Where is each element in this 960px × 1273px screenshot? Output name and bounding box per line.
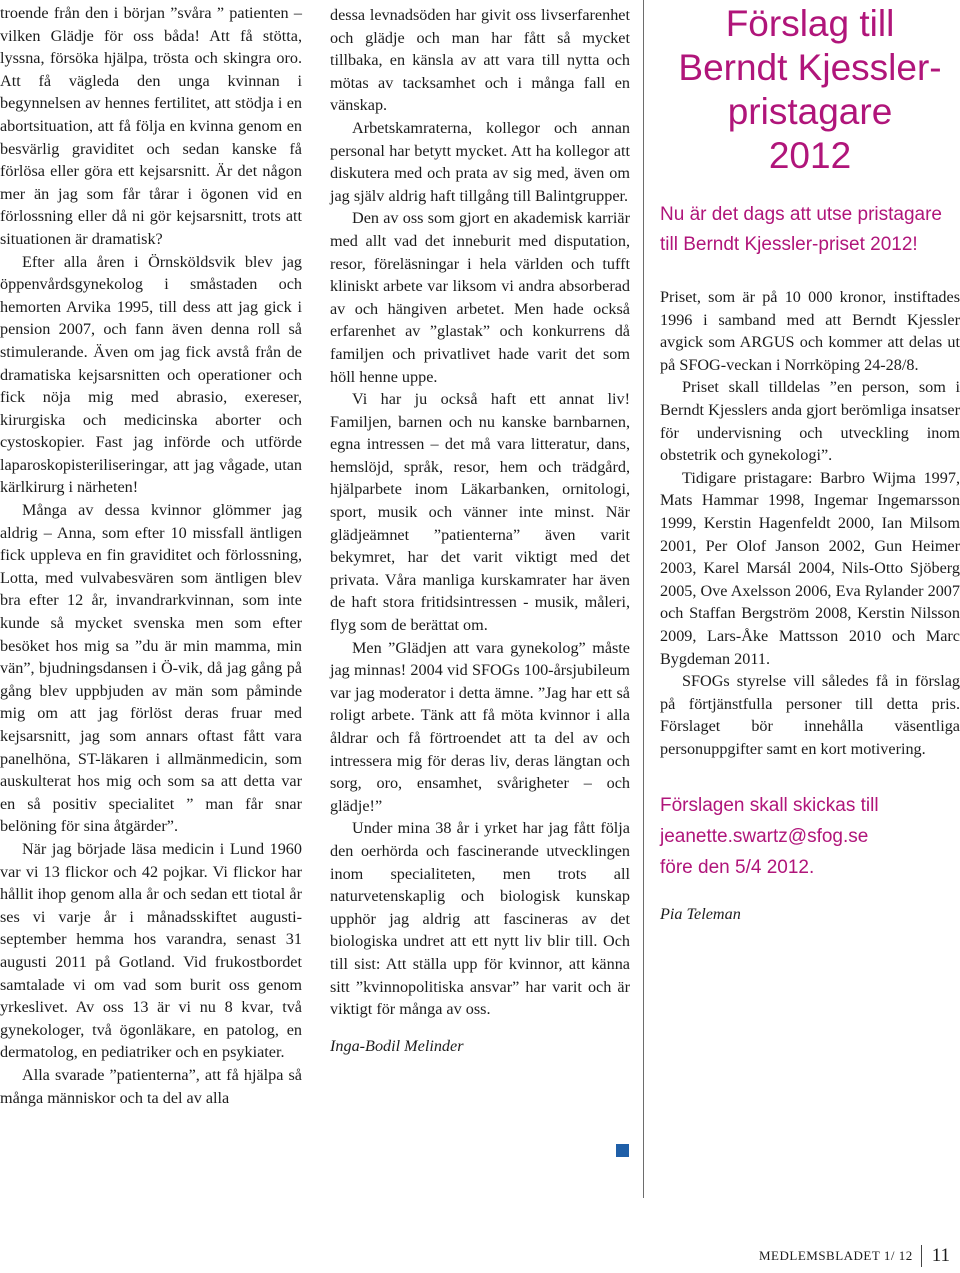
paragraph: Under mina 38 år i yrket har jag fått följa den oerhörda och fascinerande utvecklingen inom specialiteten, men trots all naturvetenskaplig och biologisk kunskap upphör jag aldrig att fascineras av det biologiska undret att ett nytt liv blir till. Och till sist: Att ställa upp för kvinnor, att känna sitt ”kvinnopolitiska ansvar” har varit och är viktigt för många av oss. [330,819,630,1019]
article-body [330,0,630,1021]
paragraph: Priset, som är på 10 000 kronor, instiftades 1996 i samband med att Berndt Kjessler avgick som ARGUS och kommer att delas ut på SFOG-veckan i Norrköping 24-28/8. [660,288,960,374]
author-signature: Pia Teleman [660,905,741,924]
magazine-issue: MEDLEMSBLADET 1/ 12 [758,1248,913,1263]
paragraph: Vi har ju också haft ett annat liv! Familjen, barnen och nu kanske barnbarnen, egna intressen – det må vara litteratur, dans, hemslöjd, språk, resor, hem och trädgård, hjälparbete inom Läkarbanken, ornitologi, sport, musik och vänner inte minst. När glädjeämnet ”patienterna” även varit bekymret, har det varit viktigt med det privata. Våra manliga kurskamrater har även de haft stora fritidsintressen - musik, måleri, flyg som de berättat om. [330,390,630,635]
submission-deadline: före den 5/4 2012. [660,857,815,879]
submission-info [660,790,960,883]
paragraph: Priset skall tilldelas ”en person, som i Berndt Kjesslers anda gjort berömliga insatser för undervisning och utveckling inom obstetrik och gynekologi”. [660,378,960,465]
paragraph: SFOGs styrelse vill således få in förslag på förtjänstfulla personer till detta pris. Förslaget bör innehålla väsentliga personuppgifter samt en kort motivering. [660,672,960,758]
end-of-article-square-icon [616,1144,629,1157]
article-column-2 [330,0,630,1056]
headline-line: Förslag till [725,3,895,44]
submission-instruction: Förslagen skall skickas till [660,795,879,817]
headline-line: 2012 [768,135,852,176]
headline-line: Berndt Kjessler- [678,47,942,88]
paragraph: dessa levnadsöden har givit oss livserfarenhet och glädje och man har fått så mycket tillbaka, en känsla av att vara till nytta och mötas av tacksamhet och i många fall en vänskap. [330,6,630,115]
footer-divider [921,1245,922,1267]
paragraph: Många av dessa kvinnor glömmer jag aldrig – Anna, som efter 10 missfall äntligen fick uppleva en fin graviditet och förlossning, Lotta, med vulvabesvären som äntligen blev bra efter 12 år, invandrarkvinnan, som inte kunde så mycket svenska men som efter besöket hos mig sa ”du är min mamma, min vän”, bjudningsdansen i Ö-vik, då jag gång på gång blev uppbjuden av män som påminde mig om att jag förlöst deras fruar med kejsarsnitt, jag som annars oftast fått vara panelhöna, ST-läkaren i allmänmedicin, som auskulterat hos mig och som sa att detta var en så positiv specialitet ” man får snar belöning för sina åtgärder”. [0,501,302,836]
announcement-lead: Nu är det dags att utse pristagare till Berndt Kjessler-priset 2012! [660,204,942,255]
prize-announcement [660,0,960,924]
author-signature: Inga-Bodil Melinder [330,1036,464,1055]
paragraph: Den av oss som gjort en akademisk karriär med allt vad det inneburit med disputation, resor, föreläsningar i hela världen och tufft kliniskt arbete var liksom vi andra absorberad av och hängiven arbetet. Men hade också erfarenhet av ”glastak” och konkurrens då familjen och privatlivet hade varit det som höll henne uppe. [330,209,630,386]
paragraph: När jag började läsa medicin i Lund 1960 var vi 13 flickor och 42 pojkar. Vi flickor har hållit ihop genom alla år och sedan ett tiotal år ses vi varje år i månadsskiftet augusti-september hemma hos varandra, senast 31 augusti 2011 på Gotland. Vid frukostbordet samtalade vi om vad som burit oss genom yrkeslivet. Av oss 13 är vi nu 8 kvar, två gynekologer, två ögonläkare, en patolog, en dermatolog, en pediatriker och en psykiater. [0,839,302,1062]
paragraph: troende från den i början ”svåra ” patienten – vilken Glädje för oss båda! Att få stötta, lyssna, försöka hjälpa, trösta och skingra oro. Att få vägleda den unga kvinnan i begynnelsen av hennes fertilitet, att stödja i en abortsituation, att få följa en kvinna genom en besvärlig graviditet och sedan kanske få förlösa eller göra ett kejsarsnitt. Är det någon mer än jag som får tårar i ögonen vid en förlossning eller då ni gör kejsarsnitt, trots att situationen är dramatisk? [0,4,302,248]
paragraph: Arbetskamraterna, kollegor och annan personal har betytt mycket. Att ha kollegor att diskutera med och prata av sig med, även om jag själv aldrig haft tillgång till Balintgrupper. [330,118,630,205]
column-divider [643,0,644,1198]
announcement-headline [660,2,960,178]
paragraph: Efter alla åren i Örnsköldsvik blev jag öppenvårdsgynekolog i småstaden och hemorten Arvika 1995, till dess att jag gick i pension 2007, och fann även denna roll så stimulerande. Även om jag fick avstå från de dramatiska kejsarsnitten och operationer och fick nöja mig med abrasio, exereser, kirurgiska och medicinska aborter och cystoskopier. Fast jag införde och utförde laparoskopisteriliseringar, att jag vågade, utan kärlkirurg i närheten! [0,252,302,497]
paragraph: Men ”Glädjen att vara gynekolog” måste jag minnas! 2004 vid SFOGs 100-årsjubileum var jag moderator i detta ämne. ”Jag har ett så roligt arbete. Tänk att få möta kvinnor i alla åldrar och få förtroendet att ta del av och intressera mig för deras liv, deras längtan och sorg, oro, ensamhet, svårigheter – och glädje!” [330,638,630,815]
headline-line: pristagare [727,91,893,132]
email-link[interactable]: jeanette.swartz@sfog.se [660,826,869,848]
paragraph: Alla svarade ”patienterna”, att få hjälpa så många människor och ta del av alla [0,1065,302,1107]
page-footer [759,1245,950,1267]
article-column-1 [0,0,302,1109]
paragraph: Tidigare pristagare: Barbro Wijma 1997, Mats Hammar 1998, Ingemar Ingemarsson 1999, Kerstin Hagenfeldt 2000, Ian Milsom 2001, Per Olof Janson 2002, Gun Heimer 2003, Karel Marsál 2004, Nils-Otto Sjöberg 2005, Ove Axelsson 2006, Eva Rylander 2007 och Staffan Bergström 2008, Kerstin Nilsson 2009, Lars-Åke Mattsson 2010 och Marc Bygdeman 2011. [660,468,960,668]
announcement-body [660,286,960,760]
article-body [0,0,302,1109]
page-number: 11 [931,1245,950,1266]
